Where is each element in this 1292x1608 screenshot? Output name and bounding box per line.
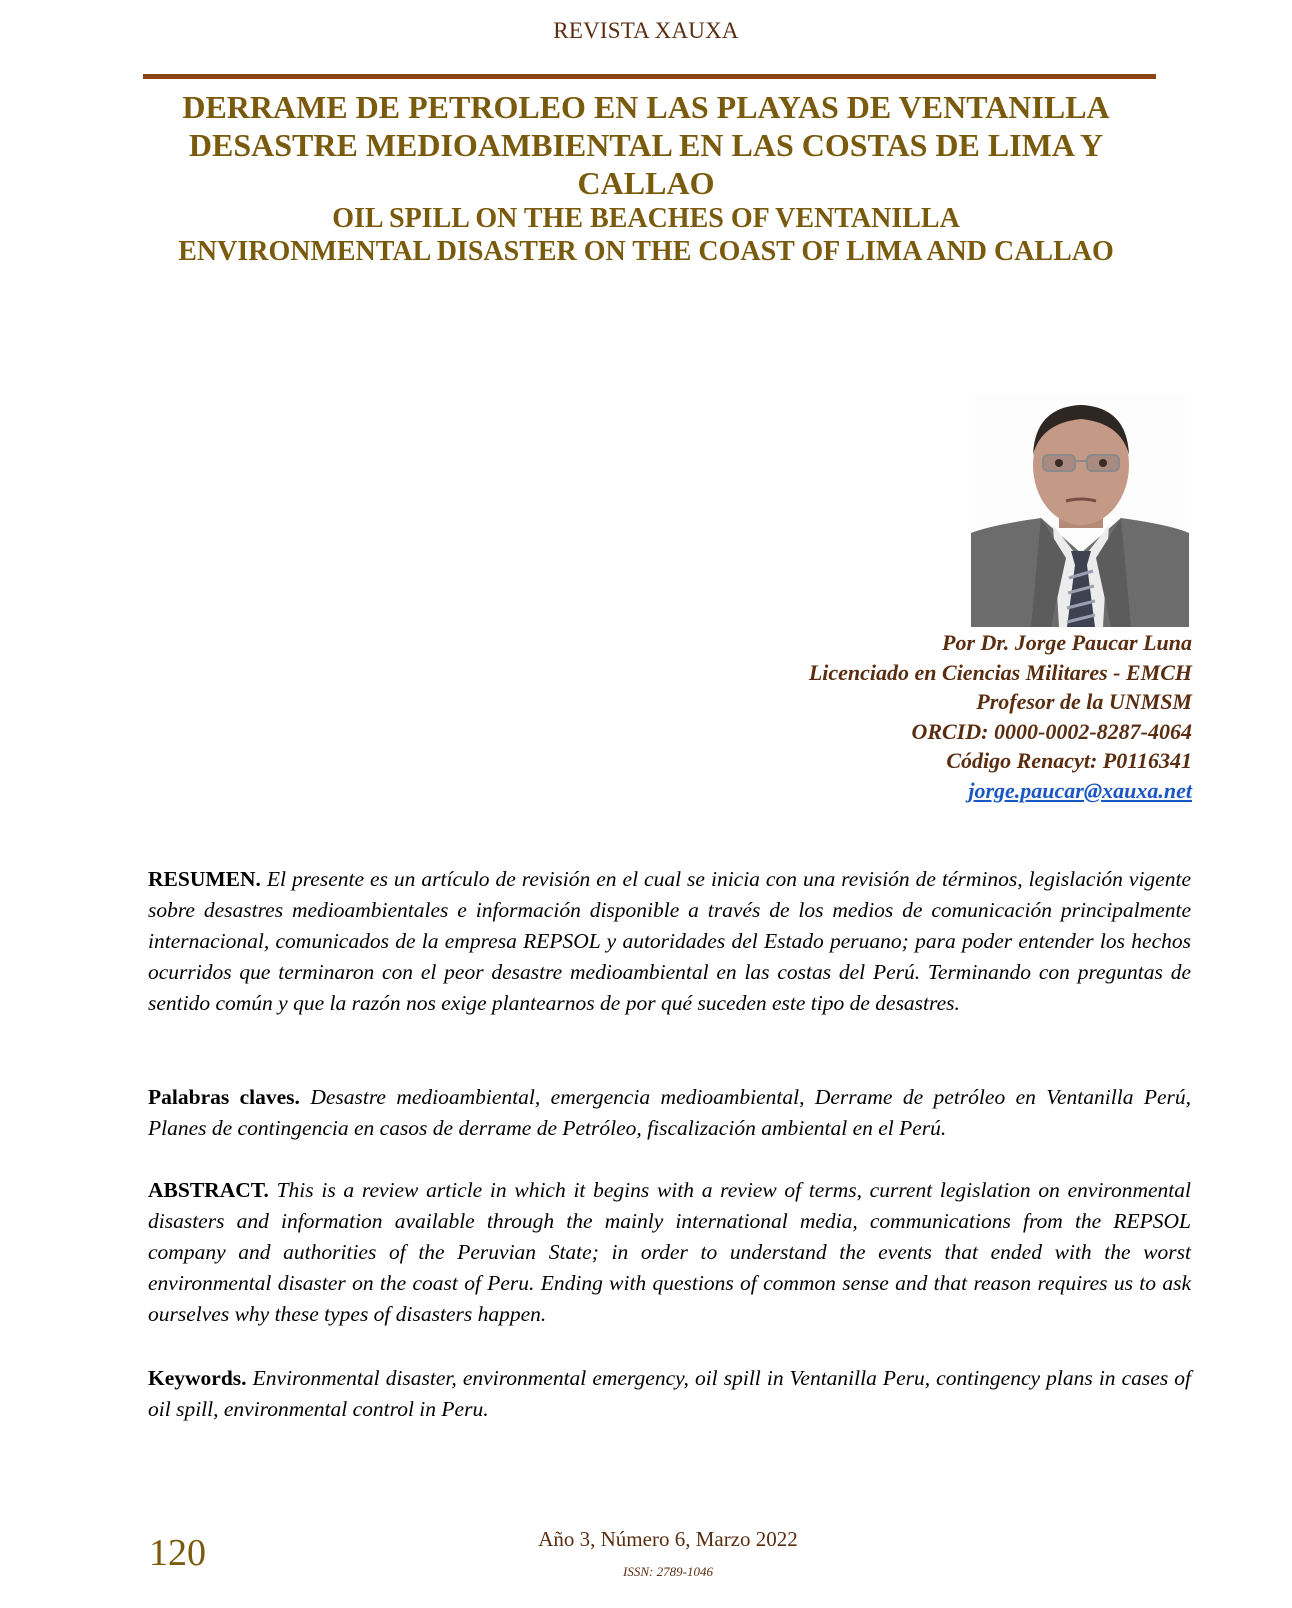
title-es-line: DERRAME DE PETROLEO EN LAS PLAYAS DE VENTANILLA xyxy=(182,89,1110,125)
title-es-line: CALLAO xyxy=(577,165,715,201)
author-position: Profesor de la UNMSM xyxy=(976,689,1192,714)
page-number: 120 xyxy=(149,1532,206,1574)
palabras-paragraph xyxy=(148,1082,1191,1144)
palabras-text: Desastre medioambiental, emergencia medioambiental, Derrame de petróleo en Ventanilla Perú, Planes de contingencia en casos de derrame de Petróleo, fiscalización ambiental en el Perú. xyxy=(148,1085,1192,1140)
author-block xyxy=(809,628,1192,805)
author-photo xyxy=(971,393,1189,627)
journal-name: REVISTA XAUXA xyxy=(553,18,739,43)
resumen-label: RESUMEN. xyxy=(148,867,261,891)
resumen-paragraph xyxy=(148,864,1191,1019)
title-en-line: OIL SPILL ON THE BEACHES OF VENTANILLA xyxy=(332,203,960,234)
author-email-link[interactable]: jorge.paucar@xauxa.net xyxy=(968,777,1192,803)
article-title-block xyxy=(120,88,1172,268)
abstract-text: This is a review article in which it begins with a review of terms, current legislation on environmental disasters and information available through the mainly international media, communications from the REPSOL company and authorities of the Peruvian State; in order to understand the events that ended with the worst environmental disaster on the coast of Peru. Ending with questions of common sense and that reason requires us to ask ourselves why these types of disasters happen. xyxy=(148,1178,1191,1326)
abstract-paragraph xyxy=(148,1175,1191,1330)
author-degree: Licenciado en Ciencias Militares - EMCH xyxy=(808,659,1192,685)
author-orcid: ORCID: 0000-0002-8287-4064 xyxy=(911,718,1192,744)
keywords-label: Keywords. xyxy=(148,1366,247,1390)
author-renacyt: Código Renacyt: P0116341 xyxy=(946,748,1192,773)
issue-info: Año 3, Número 6, Marzo 2022 xyxy=(538,1527,798,1551)
abstract-label: ABSTRACT. xyxy=(148,1178,269,1202)
issn: ISSN: 2789-1046 xyxy=(623,1564,713,1579)
palabras-label: Palabras claves. xyxy=(148,1085,300,1109)
header-rule xyxy=(143,74,1156,79)
title-es-line: DESASTRE MEDIOAMBIENTAL EN LAS COSTAS DE LIMA Y xyxy=(188,127,1104,163)
keywords-paragraph xyxy=(148,1363,1191,1425)
title-en-line: ENVIRONMENTAL DISASTER ON THE COAST OF LIMA AND CALLAO xyxy=(178,236,1114,267)
author-name: Por Dr. Jorge Paucar Luna xyxy=(942,630,1192,655)
resumen-text: El presente es un artículo de revisión en el cual se inicia con una revisión de términos, legislación vigente sobre desastres medioambientales e información disponible a través de los medios de comunicación principalmente internacional, comunicados de la empresa REPSOL y autoridades del Estado peruano; para poder entender los hechos ocurridos que terminaron con el peor desastre medioambiental en las costas del Perú. Terminando con preguntas de sentido común y que la razón nos exige plantearnos de por qué suceden este tipo de desastres. xyxy=(148,867,1191,1015)
keywords-text: Environmental disaster, environmental emergency, oil spill in Ventanilla Peru, contingency plans in cases of oil spill, environmental control in Peru. xyxy=(148,1366,1192,1421)
